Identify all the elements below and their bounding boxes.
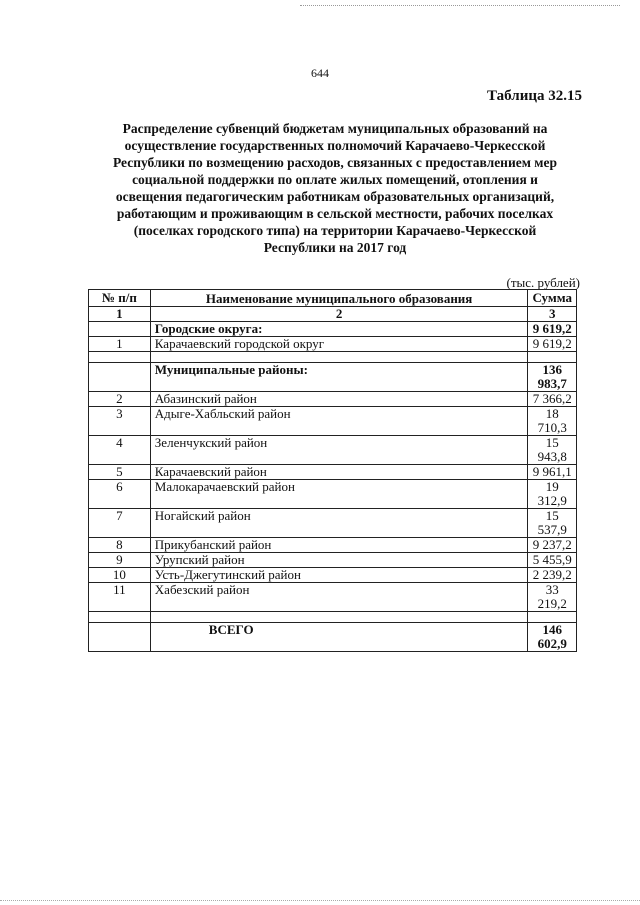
row-name: Карачаевский район — [150, 465, 528, 480]
row-number: 2 — [89, 392, 151, 407]
title-line: работающим и проживающим в сельской местности, рабочих поселках — [116, 206, 554, 221]
row-sum: 18 710,3 — [528, 407, 577, 436]
row-number: 10 — [89, 568, 151, 583]
table-cell — [150, 612, 528, 623]
row-name: Малокарачаевский район — [150, 480, 528, 509]
row-number: 5 — [89, 465, 151, 480]
row-name: Зеленчукский район — [150, 436, 528, 465]
page-number: 644 — [311, 66, 329, 80]
scan-artifact-top — [300, 5, 620, 6]
table-row — [89, 337, 577, 352]
header-sum: Сумма — [528, 290, 577, 307]
section-row-districts — [89, 363, 577, 392]
row-sum: 15 537,9 — [528, 509, 577, 538]
table-row — [89, 407, 577, 436]
total-label-text: ВСЕГО — [208, 622, 254, 637]
table-row — [89, 480, 577, 509]
row-number: 9 — [89, 553, 151, 568]
title-line: (поселках городского типа) на территории Карачаево-Черкесской — [133, 223, 537, 238]
column-number: 2 — [150, 307, 528, 322]
row-number: 3 — [89, 407, 151, 436]
row-name: Урупский район — [150, 553, 528, 568]
total-row — [89, 623, 577, 652]
blank-row — [89, 612, 577, 623]
row-name: Прикубанский район — [150, 538, 528, 553]
subsidy-table — [88, 289, 577, 652]
title-line: социальной поддержки по оплате жилых помещений, отопления и — [132, 172, 538, 187]
row-name: Адыге-Хабльский район — [150, 407, 528, 436]
table-row — [89, 509, 577, 538]
table-cell — [89, 612, 151, 623]
section-name: Городские округа: — [150, 322, 528, 337]
row-name: Карачаевский городской округ — [150, 337, 528, 352]
row-sum: 9 237,2 — [528, 538, 577, 553]
table-cell — [528, 352, 577, 363]
title-line: Республики на 2017 год — [263, 240, 407, 255]
row-sum: 9 961,1 — [528, 465, 577, 480]
title-line: освещения педагогическим работникам образовательных организаций, — [115, 189, 555, 204]
title-line: Распределение субвенций бюджетам муниципальных образований на — [122, 121, 548, 136]
table-row — [89, 436, 577, 465]
table-title — [88, 120, 582, 256]
table-label: Таблица 32.15 — [487, 88, 582, 104]
table-row — [89, 553, 577, 568]
table-row — [89, 465, 577, 480]
column-number: 1 — [89, 307, 151, 322]
header-number: № п/п — [89, 290, 151, 307]
table-header-row — [89, 290, 577, 307]
row-name: Абазинский район — [150, 392, 528, 407]
row-sum: 5 455,9 — [528, 553, 577, 568]
row-number: 6 — [89, 480, 151, 509]
row-number: 4 — [89, 436, 151, 465]
units-label: (тыс. рублей) — [506, 275, 580, 290]
row-sum: 9 619,2 — [528, 337, 577, 352]
table-cell — [89, 363, 151, 392]
row-number: 7 — [89, 509, 151, 538]
section-row-urban — [89, 322, 577, 337]
row-number: 11 — [89, 583, 151, 612]
table-cell — [89, 322, 151, 337]
row-sum: 33 219,2 — [528, 583, 577, 612]
row-number: 1 — [89, 337, 151, 352]
section-sum: 9 619,2 — [528, 322, 577, 337]
table-row — [89, 392, 577, 407]
table-cell — [89, 623, 151, 652]
table-row — [89, 568, 577, 583]
row-sum: 7 366,2 — [528, 392, 577, 407]
table-row — [89, 583, 577, 612]
column-number: 3 — [528, 307, 577, 322]
title-line: Республики по возмещению расходов, связанных с предоставлением мер — [112, 155, 557, 170]
title-line: осуществление государственных полномочий Карачаево-Черкесской — [124, 138, 546, 153]
row-number: 8 — [89, 538, 151, 553]
table-row — [89, 538, 577, 553]
row-name: Хабезский район — [150, 583, 528, 612]
row-name: Ногайский район — [150, 509, 528, 538]
row-name: Усть-Джегутинский район — [150, 568, 528, 583]
column-number-row — [89, 307, 577, 322]
header-name: Наименование муниципального образования — [150, 290, 528, 307]
row-sum: 2 239,2 — [528, 568, 577, 583]
table-cell — [528, 612, 577, 623]
total-label — [150, 623, 528, 652]
blank-row — [89, 352, 577, 363]
section-name: Муниципальные районы: — [150, 363, 528, 392]
scan-artifact-bottom — [0, 900, 640, 901]
row-sum: 19 312,9 — [528, 480, 577, 509]
total-sum: 146 602,9 — [528, 623, 577, 652]
section-sum: 136 983,7 — [528, 363, 577, 392]
row-sum: 15 943,8 — [528, 436, 577, 465]
table-cell — [150, 352, 528, 363]
table-cell — [89, 352, 151, 363]
